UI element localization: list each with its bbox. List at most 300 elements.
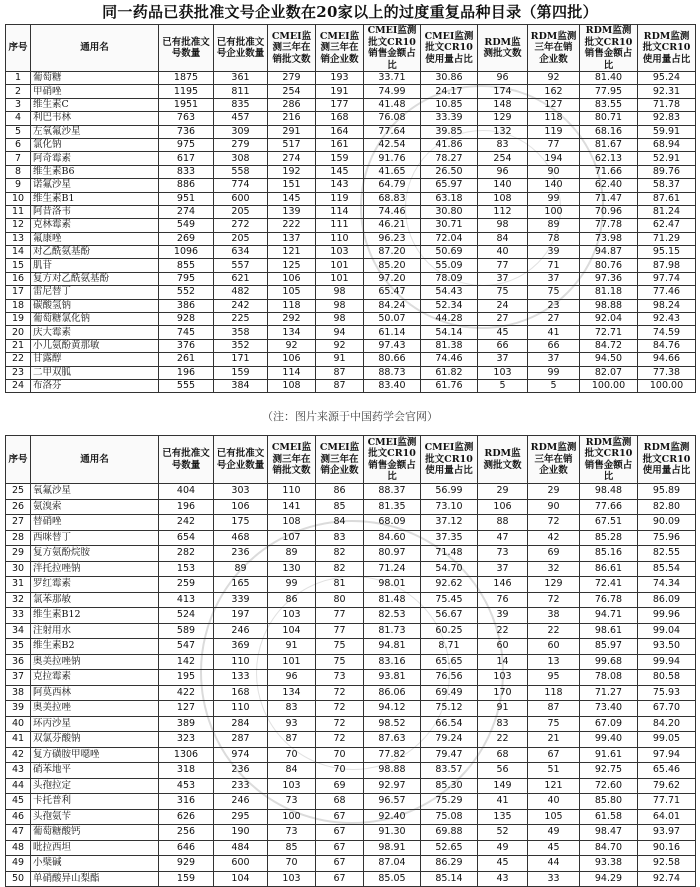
table-cell: 93.97 bbox=[638, 825, 696, 841]
table-cell: 87.04 bbox=[364, 856, 421, 872]
table-cell: 118 bbox=[268, 299, 316, 312]
column-header: RDM监测批文CR10使用量占比 bbox=[638, 25, 696, 72]
table-cell: 626 bbox=[159, 809, 214, 825]
drug-name-cell: 单硝酸异山梨酯 bbox=[31, 871, 159, 887]
table-cell: 30 bbox=[6, 561, 31, 577]
drug-name-cell: 奥美拉唑钠 bbox=[31, 654, 159, 670]
table-cell: 77.64 bbox=[364, 125, 421, 138]
table-cell: 85.80 bbox=[580, 794, 638, 810]
table-cell: 190 bbox=[214, 825, 268, 841]
drug-name-cell: 氯化钠 bbox=[31, 138, 159, 151]
table-cell: 600 bbox=[214, 856, 268, 872]
drug-name-cell: 庆大霉素 bbox=[31, 326, 159, 339]
table-cell: 67 bbox=[528, 747, 580, 763]
table-cell: 27 bbox=[478, 313, 528, 326]
table-cell: 54.70 bbox=[421, 561, 478, 577]
column-header: CMEI监测三年在销企业数 bbox=[316, 436, 364, 484]
table-cell: 195 bbox=[159, 670, 214, 686]
table-cell: 67.51 bbox=[580, 515, 638, 531]
table-cell: 259 bbox=[159, 577, 214, 593]
table-cell: 37 bbox=[528, 272, 580, 285]
table-cell: 111 bbox=[316, 219, 364, 232]
table-cell: 47 bbox=[478, 530, 528, 546]
table-cell: 45 bbox=[478, 856, 528, 872]
table-cell: 68 bbox=[316, 794, 364, 810]
drug-name-cell: 头孢氨苄 bbox=[31, 809, 159, 825]
table-cell: 84.70 bbox=[580, 840, 638, 856]
table-cell: 129 bbox=[478, 112, 528, 125]
table-cell: 97.36 bbox=[580, 272, 638, 285]
table-cell: 3 bbox=[6, 98, 31, 111]
table-cell: 71.78 bbox=[638, 98, 696, 111]
table-cell: 41.48 bbox=[364, 98, 421, 111]
table-cell: 69 bbox=[316, 778, 364, 794]
table-cell: 89 bbox=[528, 219, 580, 232]
table-cell: 90.09 bbox=[638, 515, 696, 531]
table-cell: 141 bbox=[268, 499, 316, 515]
table-cell: 61.58 bbox=[580, 809, 638, 825]
table-cell: 404 bbox=[159, 484, 214, 500]
table-cell: 62.47 bbox=[638, 219, 696, 232]
table-cell: 91 bbox=[316, 353, 364, 366]
table-cell: 97.20 bbox=[364, 272, 421, 285]
table-cell: 72 bbox=[316, 701, 364, 717]
drug-name-cell: 头孢拉定 bbox=[31, 778, 159, 794]
column-header: RDM监测三年在销企业数 bbox=[528, 25, 580, 72]
table-cell: 168 bbox=[214, 685, 268, 701]
table-cell: 76 bbox=[478, 592, 528, 608]
table-cell: 24 bbox=[478, 299, 528, 312]
table-cell: 106 bbox=[268, 353, 316, 366]
table-cell: 73.10 bbox=[421, 499, 478, 515]
table-cell: 558 bbox=[214, 165, 268, 178]
table-cell: 171 bbox=[214, 353, 268, 366]
table-cell: 93.38 bbox=[580, 856, 638, 872]
table-cell: 106 bbox=[268, 272, 316, 285]
table-cell: 272 bbox=[214, 219, 268, 232]
table-cell: 811 bbox=[214, 85, 268, 98]
table-cell: 617 bbox=[159, 152, 214, 165]
column-header: RDM监测批文CR10销售金额占比 bbox=[580, 436, 638, 484]
table-cell: 74.59 bbox=[638, 326, 696, 339]
table-cell: 59.91 bbox=[638, 125, 696, 138]
table-cell: 92 bbox=[528, 72, 580, 85]
drug-name-cell: 肌苷 bbox=[31, 259, 159, 272]
table-cell: 33 bbox=[528, 871, 580, 887]
table-cell: 134 bbox=[268, 685, 316, 701]
drug-name-cell: 复方磺胺甲噁唑 bbox=[31, 747, 159, 763]
table-cell: 279 bbox=[214, 138, 268, 151]
table-cell: 79.24 bbox=[421, 732, 478, 748]
table-cell: 16 bbox=[6, 272, 31, 285]
table-cell: 105 bbox=[528, 809, 580, 825]
table-header-row bbox=[6, 436, 696, 484]
table-cell: 72 bbox=[528, 592, 580, 608]
table-cell: 114 bbox=[268, 366, 316, 379]
table-cell: 101 bbox=[316, 272, 364, 285]
drug-name-cell: 葡萄糖酸钙 bbox=[31, 825, 159, 841]
table-cell: 98.48 bbox=[580, 484, 638, 500]
table-cell: 77.78 bbox=[580, 219, 638, 232]
table-cell: 99.05 bbox=[638, 732, 696, 748]
table-cell: 127 bbox=[528, 98, 580, 111]
table-cell: 69 bbox=[528, 546, 580, 562]
drug-name-cell: 注射用水 bbox=[31, 623, 159, 639]
table-cell: 77.38 bbox=[638, 366, 696, 379]
table-cell: 66.54 bbox=[421, 716, 478, 732]
table-cell: 974 bbox=[214, 747, 268, 763]
table-cell: 386 bbox=[159, 299, 214, 312]
table-cell: 225 bbox=[214, 313, 268, 326]
table-cell: 82 bbox=[316, 546, 364, 562]
drug-name-cell: 克拉霉素 bbox=[31, 670, 159, 686]
column-header: CMEI监测三年在销企业数 bbox=[316, 25, 364, 72]
table-cell: 233 bbox=[214, 778, 268, 794]
column-header: 序号 bbox=[6, 436, 31, 484]
drug-name-cell: 氟康唑 bbox=[31, 232, 159, 245]
table-cell: 26 bbox=[6, 499, 31, 515]
table-cell: 85.54 bbox=[638, 561, 696, 577]
column-header: CMEI监测三年在销批文数 bbox=[268, 436, 316, 484]
table-cell: 125 bbox=[268, 259, 316, 272]
table-cell: 21 bbox=[528, 732, 580, 748]
table-row bbox=[6, 246, 696, 259]
table-cell: 13 bbox=[6, 232, 31, 245]
table-cell: 77 bbox=[528, 138, 580, 151]
table-cell: 72.41 bbox=[580, 577, 638, 593]
table-cell: 98.88 bbox=[364, 763, 421, 779]
table-cell: 100.00 bbox=[638, 379, 696, 392]
table-cell: 86.61 bbox=[580, 561, 638, 577]
table-cell: 30.80 bbox=[421, 205, 478, 218]
table-cell: 246 bbox=[214, 623, 268, 639]
table-cell: 376 bbox=[159, 339, 214, 352]
table-cell: 216 bbox=[268, 112, 316, 125]
table-cell: 94.66 bbox=[638, 353, 696, 366]
table-cell: 37.35 bbox=[421, 530, 478, 546]
table-cell: 30.71 bbox=[421, 219, 478, 232]
table-cell: 18 bbox=[6, 299, 31, 312]
table-cell: 107 bbox=[268, 530, 316, 546]
table-cell: 261 bbox=[159, 353, 214, 366]
table-cell: 83 bbox=[316, 530, 364, 546]
table-cell: 52.65 bbox=[421, 840, 478, 856]
table-row bbox=[6, 716, 696, 732]
table-cell: 89 bbox=[268, 546, 316, 562]
table-cell: 309 bbox=[214, 125, 268, 138]
column-header: CMEI监测批文CR10销售金额占比 bbox=[364, 25, 421, 72]
drug-name-cell: 克林霉素 bbox=[31, 219, 159, 232]
table-cell: 65.46 bbox=[638, 763, 696, 779]
table-cell: 85 bbox=[268, 840, 316, 856]
table-cell: 75 bbox=[528, 286, 580, 299]
column-header: CMEI监测批文CR10使用量占比 bbox=[421, 436, 478, 484]
table-cell: 98 bbox=[316, 286, 364, 299]
table-cell: 222 bbox=[268, 219, 316, 232]
table-cell: 384 bbox=[214, 379, 268, 392]
column-header: CMEI监测三年在销批文数 bbox=[268, 25, 316, 72]
table-cell: 100 bbox=[528, 205, 580, 218]
table-row bbox=[6, 379, 696, 392]
table-cell: 146 bbox=[478, 577, 528, 593]
drug-name-cell: 替硝唑 bbox=[31, 515, 159, 531]
table-cell: 84.24 bbox=[364, 299, 421, 312]
table-row bbox=[6, 272, 696, 285]
table-cell: 108 bbox=[268, 379, 316, 392]
table-cell: 99.94 bbox=[638, 654, 696, 670]
table-cell: 85.97 bbox=[580, 639, 638, 655]
table-cell: 75.08 bbox=[421, 809, 478, 825]
table-row bbox=[6, 326, 696, 339]
table-cell: 22 bbox=[478, 732, 528, 748]
drug-name-cell: 氯苯那敏 bbox=[31, 592, 159, 608]
table-cell: 36 bbox=[6, 654, 31, 670]
drug-name-cell: 葡萄糖氯化钠 bbox=[31, 313, 159, 326]
table-cell: 83.16 bbox=[364, 654, 421, 670]
table-cell: 105 bbox=[268, 286, 316, 299]
table-cell: 134 bbox=[268, 326, 316, 339]
table-cell: 170 bbox=[478, 685, 528, 701]
table-cell: 61.82 bbox=[421, 366, 478, 379]
table-cell: 94.87 bbox=[580, 246, 638, 259]
table-cell: 65.97 bbox=[421, 179, 478, 192]
table-cell: 77.95 bbox=[580, 85, 638, 98]
table-cell: 108 bbox=[478, 192, 528, 205]
table-cell: 168 bbox=[316, 112, 364, 125]
drug-name-cell: 左氧氟沙星 bbox=[31, 125, 159, 138]
table-cell: 58.37 bbox=[638, 179, 696, 192]
table-cell: 274 bbox=[159, 205, 214, 218]
table-cell: 95.24 bbox=[638, 72, 696, 85]
drug-name-cell: 卡托普利 bbox=[31, 794, 159, 810]
table-cell: 103 bbox=[316, 246, 364, 259]
table-cell: 282 bbox=[159, 546, 214, 562]
table-cell: 361 bbox=[214, 72, 268, 85]
table-cell: 81.48 bbox=[364, 592, 421, 608]
drug-name-cell: 双氯芬酸钠 bbox=[31, 732, 159, 748]
table-cell: 93.81 bbox=[364, 670, 421, 686]
table-cell: 8 bbox=[6, 165, 31, 178]
table-cell: 88 bbox=[478, 515, 528, 531]
table-cell: 82.07 bbox=[580, 366, 638, 379]
table-cell: 66 bbox=[478, 339, 528, 352]
table-cell: 21 bbox=[6, 339, 31, 352]
drug-table-2 bbox=[5, 435, 696, 887]
table-cell: 71.24 bbox=[364, 561, 421, 577]
table-cell: 87.61 bbox=[638, 192, 696, 205]
drug-name-cell: 环丙沙星 bbox=[31, 716, 159, 732]
table-cell: 93 bbox=[268, 716, 316, 732]
table-cell: 110 bbox=[268, 484, 316, 500]
table-cell: 83.40 bbox=[364, 379, 421, 392]
table-cell: 41.86 bbox=[421, 138, 478, 151]
column-header: 通用名 bbox=[31, 25, 159, 72]
table-row bbox=[6, 339, 696, 352]
table-cell: 96 bbox=[478, 165, 528, 178]
table-row bbox=[6, 484, 696, 500]
table-cell: 92.40 bbox=[364, 809, 421, 825]
table-cell: 110 bbox=[214, 654, 268, 670]
table-cell: 83.57 bbox=[421, 763, 478, 779]
table-cell: 98 bbox=[478, 219, 528, 232]
table-cell: 14 bbox=[6, 246, 31, 259]
table-cell: 99.04 bbox=[638, 623, 696, 639]
table-cell: 81.35 bbox=[364, 499, 421, 515]
table-cell: 62.40 bbox=[580, 179, 638, 192]
column-header: RDM监测批文CR10使用量占比 bbox=[638, 436, 696, 484]
table-cell: 24.17 bbox=[421, 85, 478, 98]
drug-name-cell: 对乙酰氨基酚 bbox=[31, 246, 159, 259]
table-cell: 524 bbox=[159, 608, 214, 624]
table-cell: 130 bbox=[268, 561, 316, 577]
table-cell: 148 bbox=[478, 98, 528, 111]
table-cell: 73 bbox=[268, 825, 316, 841]
table-cell: 68.16 bbox=[580, 125, 638, 138]
table-cell: 98.52 bbox=[364, 716, 421, 732]
table-cell: 177 bbox=[316, 98, 364, 111]
table-cell: 468 bbox=[214, 530, 268, 546]
table-row bbox=[6, 561, 696, 577]
table-cell: 194 bbox=[528, 152, 580, 165]
table-cell: 70 bbox=[316, 763, 364, 779]
table-cell: 76.08 bbox=[364, 112, 421, 125]
table-cell: 517 bbox=[268, 138, 316, 151]
column-header: RDM监测三年在销企业数 bbox=[528, 436, 580, 484]
table-cell: 99 bbox=[528, 192, 580, 205]
table-cell: 80.71 bbox=[580, 112, 638, 125]
table-cell: 140 bbox=[528, 179, 580, 192]
table-row bbox=[6, 577, 696, 593]
table-cell: 110 bbox=[214, 701, 268, 717]
table-cell: 99 bbox=[268, 577, 316, 593]
drug-name-cell: 硝苯地平 bbox=[31, 763, 159, 779]
table-row bbox=[6, 125, 696, 138]
table-cell: 77 bbox=[316, 608, 364, 624]
table-cell: 100 bbox=[268, 809, 316, 825]
table-cell: 2 bbox=[6, 85, 31, 98]
table-cell: 86.29 bbox=[421, 856, 478, 872]
table-cell: 72 bbox=[316, 732, 364, 748]
table-cell: 254 bbox=[268, 85, 316, 98]
table-cell: 76.56 bbox=[421, 670, 478, 686]
drug-name-cell: 氨溴索 bbox=[31, 499, 159, 515]
table-cell: 13 bbox=[528, 654, 580, 670]
table-cell: 97.43 bbox=[364, 339, 421, 352]
table-cell: 74.34 bbox=[638, 577, 696, 593]
table-cell: 80.76 bbox=[580, 259, 638, 272]
table-cell: 139 bbox=[268, 205, 316, 218]
table-cell: 82 bbox=[316, 561, 364, 577]
table-cell: 38 bbox=[6, 685, 31, 701]
table-cell: 292 bbox=[268, 313, 316, 326]
drug-name-cell: 阿莫西林 bbox=[31, 685, 159, 701]
table-cell: 68.94 bbox=[638, 138, 696, 151]
table-cell: 1096 bbox=[159, 246, 214, 259]
table-cell: 73 bbox=[268, 794, 316, 810]
table-cell: 774 bbox=[214, 179, 268, 192]
table-row bbox=[6, 670, 696, 686]
table-cell: 25 bbox=[6, 484, 31, 500]
table-cell: 549 bbox=[159, 219, 214, 232]
table-cell: 143 bbox=[316, 179, 364, 192]
table-cell: 339 bbox=[214, 592, 268, 608]
table-cell: 153 bbox=[159, 561, 214, 577]
table-cell: 82.55 bbox=[638, 546, 696, 562]
table-cell: 70 bbox=[268, 747, 316, 763]
table-cell: 67.09 bbox=[580, 716, 638, 732]
table-cell: 39 bbox=[6, 701, 31, 717]
table-row bbox=[6, 608, 696, 624]
table-cell: 133 bbox=[214, 670, 268, 686]
table-cell: 72.04 bbox=[421, 232, 478, 245]
table-cell: 552 bbox=[159, 286, 214, 299]
table-cell: 94.71 bbox=[580, 608, 638, 624]
table-cell: 197 bbox=[214, 608, 268, 624]
table-cell: 108 bbox=[268, 515, 316, 531]
table-cell: 318 bbox=[159, 763, 214, 779]
table-cell: 66 bbox=[528, 339, 580, 352]
table-cell: 104 bbox=[214, 871, 268, 887]
table-cell: 92.97 bbox=[364, 778, 421, 794]
table-cell: 40 bbox=[6, 716, 31, 732]
table-cell: 61.76 bbox=[421, 379, 478, 392]
table-cell: 81.24 bbox=[638, 205, 696, 218]
table-cell: 52.91 bbox=[638, 152, 696, 165]
table-cell: 39.85 bbox=[421, 125, 478, 138]
table-cell: 76.78 bbox=[580, 592, 638, 608]
table-cell: 75 bbox=[478, 286, 528, 299]
table-cell: 72 bbox=[316, 716, 364, 732]
table-cell: 45 bbox=[528, 840, 580, 856]
table-cell: 77.46 bbox=[638, 286, 696, 299]
table-cell: 369 bbox=[214, 639, 268, 655]
table-cell: 99 bbox=[528, 366, 580, 379]
table-cell: 12 bbox=[6, 219, 31, 232]
table-cell: 68 bbox=[478, 747, 528, 763]
table-cell: 274 bbox=[268, 152, 316, 165]
table-cell: 80.58 bbox=[638, 670, 696, 686]
table-cell: 92.31 bbox=[638, 85, 696, 98]
table-row bbox=[6, 747, 696, 763]
table-cell: 78 bbox=[528, 232, 580, 245]
table-cell: 37 bbox=[478, 561, 528, 577]
table-cell: 15 bbox=[6, 259, 31, 272]
table-row bbox=[6, 701, 696, 717]
table-cell: 457 bbox=[214, 112, 268, 125]
table-cell: 30.86 bbox=[421, 72, 478, 85]
table-cell: 555 bbox=[159, 379, 214, 392]
table-cell: 323 bbox=[159, 732, 214, 748]
table-cell: 81.38 bbox=[421, 339, 478, 352]
table-cell: 621 bbox=[214, 272, 268, 285]
table-cell: 86.09 bbox=[638, 592, 696, 608]
table-cell: 137 bbox=[268, 232, 316, 245]
table-row bbox=[6, 98, 696, 111]
table-cell: 145 bbox=[316, 165, 364, 178]
column-header: CMEI监测批文CR10使用量占比 bbox=[421, 25, 478, 72]
table-cell: 74.46 bbox=[364, 205, 421, 218]
table-cell: 50.69 bbox=[421, 246, 478, 259]
table-cell: 98.61 bbox=[580, 623, 638, 639]
table-cell: 745 bbox=[159, 326, 214, 339]
table-row bbox=[6, 165, 696, 178]
table-cell: 9 bbox=[6, 179, 31, 192]
table-cell: 192 bbox=[268, 165, 316, 178]
table-cell: 56 bbox=[478, 763, 528, 779]
table-cell: 96.23 bbox=[364, 232, 421, 245]
table-cell: 92 bbox=[268, 339, 316, 352]
table-cell: 81.40 bbox=[580, 72, 638, 85]
